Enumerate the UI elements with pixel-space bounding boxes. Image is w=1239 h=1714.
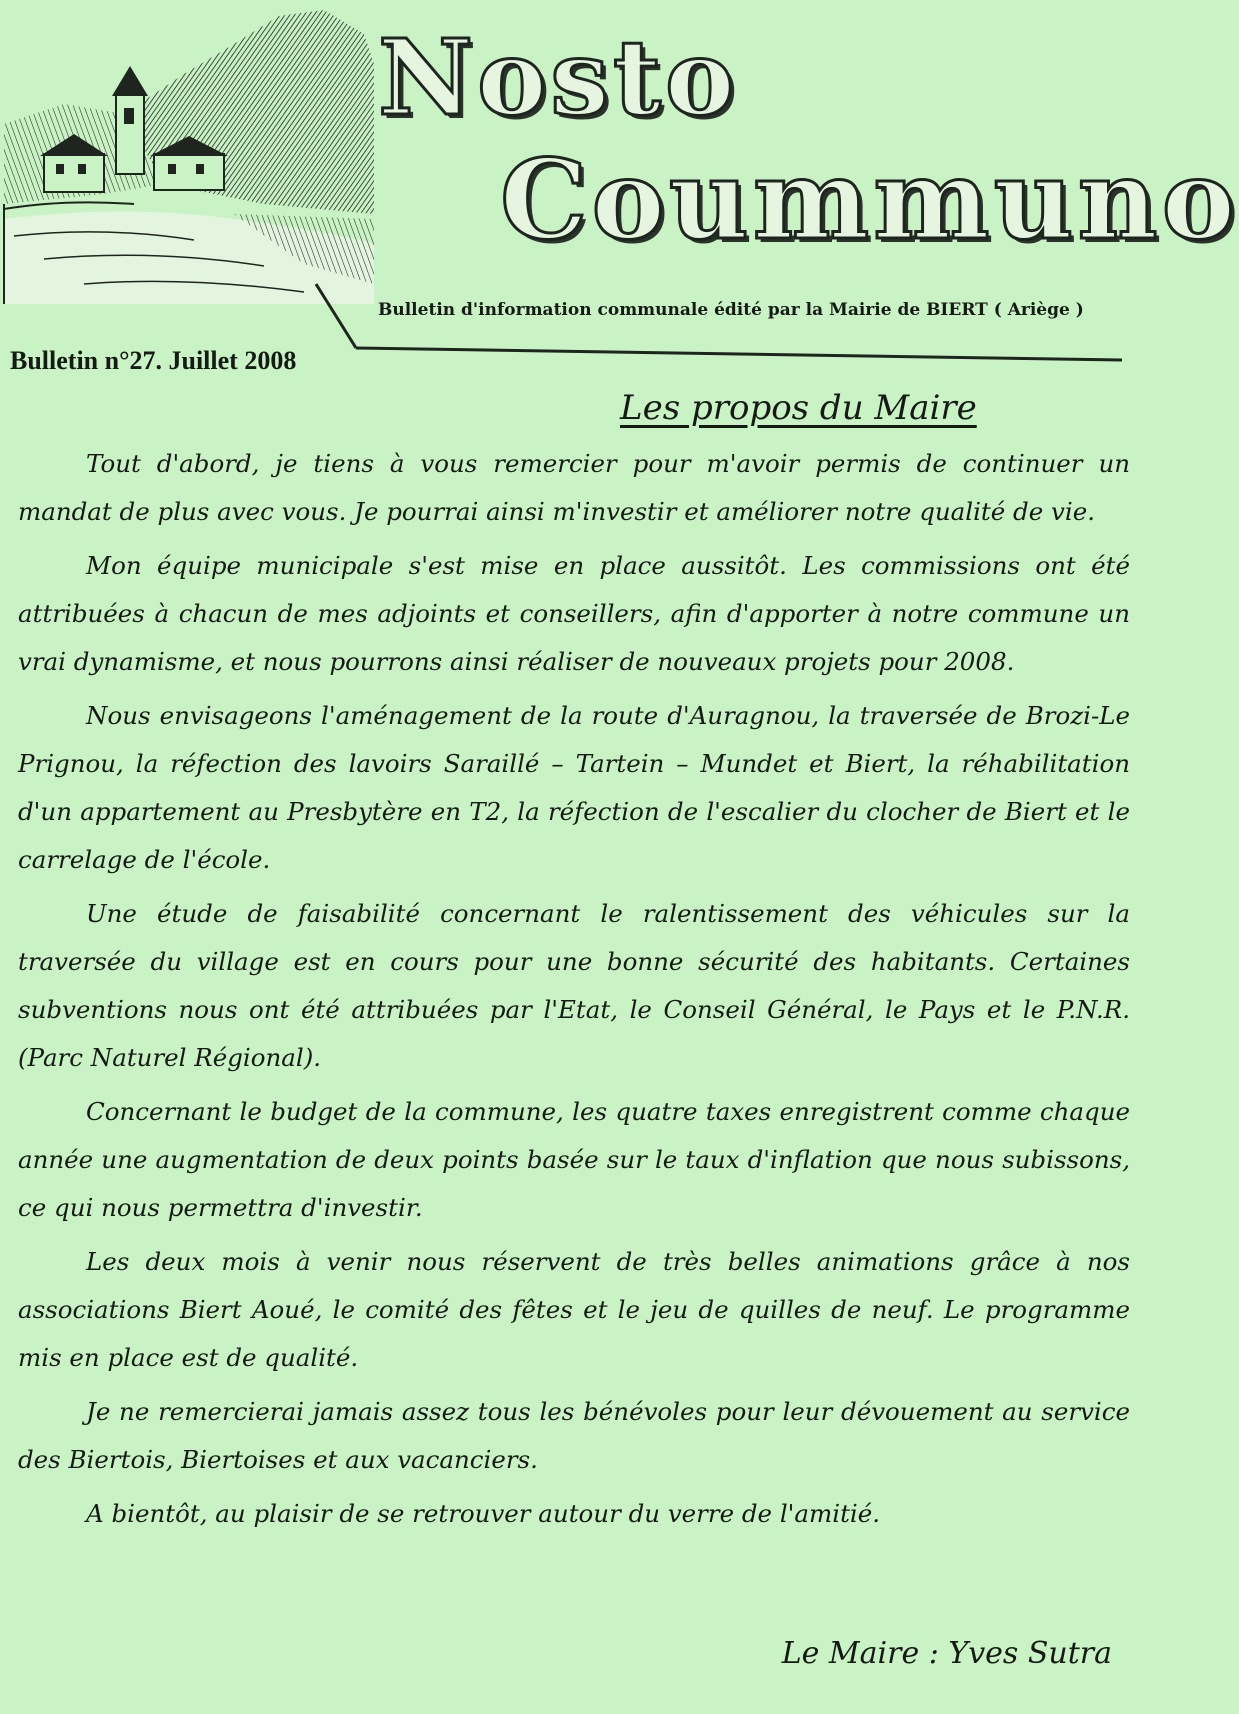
masthead-title-line2: Coummuno <box>500 135 1239 264</box>
paragraph: Nous envisageons l'aménagement de la route d'Auragnou, la traversée de Brozi-Le Prignou, la réfection des lavoirs Saraillé – Tartein – Mundet et Biert, la réhabilitation d'un appartement au Presbytère en T2, la réfection de l'escalier du clocher de Biert et le carrelage de l'école. <box>18 701 1130 874</box>
paragraph: Concernant le budget de la commune, les quatre taxes enregistrent comme chaque année une augmentation de deux points basée sur le taux d'inflation que nous subissons, ce qui nous permettra d'investir. <box>18 1097 1130 1222</box>
masthead-title-line1: Nosto <box>378 16 739 139</box>
paragraph: Tout d'abord, je tiens à vous remercier pour m'avoir permis de continuer un mandat de plus avec vous. Je pourrai ainsi m'investir et améliorer notre qualité de vie. <box>18 449 1130 526</box>
paragraph: Les deux mois à venir nous réservent de très belles animations grâce à nos associations Biert Aoué, le comité des fêtes et le jeu de quilles de neuf. Le programme mis en place est de qualité. <box>18 1247 1130 1372</box>
article-heading: Les propos du Maire <box>620 388 977 428</box>
signature: Le Maire : Yves Sutra <box>781 1636 1112 1671</box>
article-body <box>18 440 1130 1544</box>
village-illustration <box>4 4 374 304</box>
paragraph: A bientôt, au plaisir de se retrouver autour du verre de l'amitié. <box>86 1499 881 1528</box>
header-rule <box>314 282 1124 364</box>
masthead-subtitle: Bulletin d'information communale édité par la Mairie de BIERT ( Ariège ) <box>378 300 1084 320</box>
paragraph: Je ne remercierai jamais assez tous les bénévoles pour leur dévouement au service des Biertois, Biertoises et aux vacanciers. <box>18 1397 1130 1474</box>
paragraph: Une étude de faisabilité concernant le ralentissement des véhicules sur la traversée du village est en cours pour une bonne sécurité des habitants. Certaines subventions nous ont été attribuées par l'Etat, le Conseil Général, le Pays et le P.N.R. (Parc Naturel Régional). <box>18 899 1130 1072</box>
issue-label: Bulletin n°27. Juillet 2008 <box>10 346 297 375</box>
paragraph: Mon équipe municipale s'est mise en place aussitôt. Les commissions ont été attribuées à chacun de mes adjoints et conseillers, afin d'apporter à notre commune un vrai dynamisme, et nous pourrons ainsi réaliser de nouveaux projets pour 2008. <box>18 551 1130 676</box>
